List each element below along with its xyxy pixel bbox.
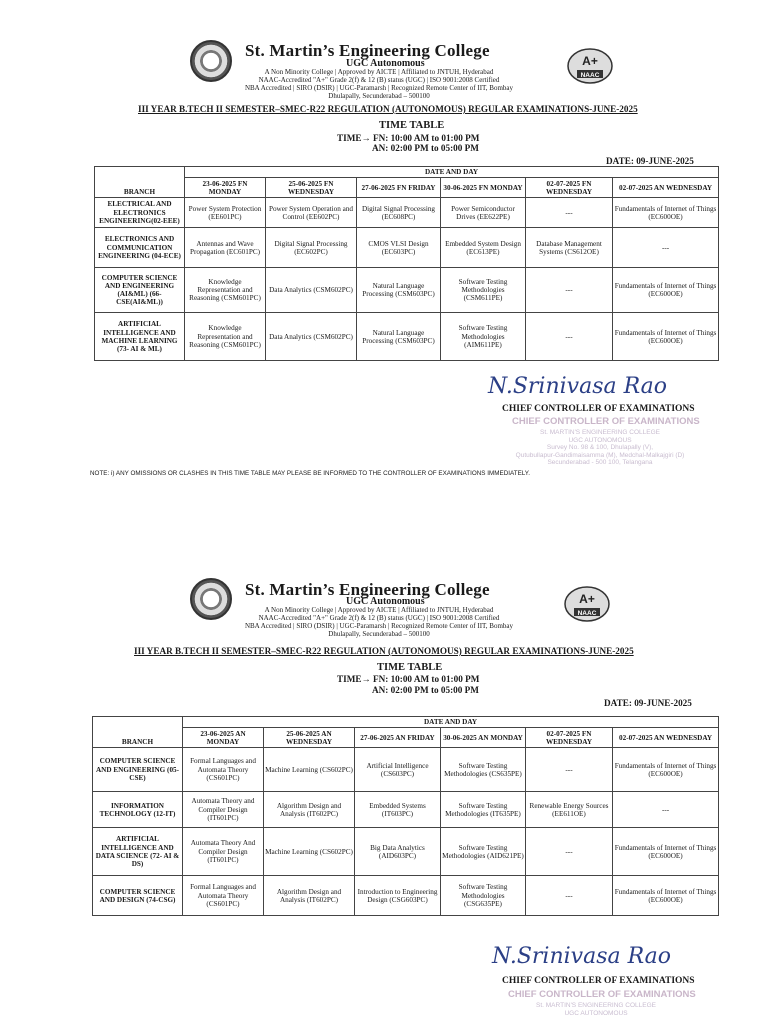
chief-controller-label: CHIEF CONTROLLER OF EXAMINATIONS <box>502 404 695 414</box>
subject-cell: --- <box>613 792 719 828</box>
svg-text:A+: A+ <box>582 54 598 68</box>
svg-text:A+: A+ <box>579 592 595 606</box>
col-header: 23-06-2025 FN MONDAY <box>185 178 266 198</box>
subject-cell: Knowledge Representation and Reasoning (CSM601PC) <box>185 268 266 313</box>
signature: N.Srinivasa Rao <box>492 944 672 969</box>
subject-cell: Introduction to Engineering Design (CSG603PC) <box>355 876 441 916</box>
col-header: 27-06-2025 AN FRIDAY <box>355 728 441 748</box>
subject-cell: Digital Signal Processing (EC602PC) <box>266 228 357 268</box>
time-table-heading: TIME TABLE <box>377 662 443 673</box>
time-an: AN: 02:00 PM to 05:00 PM <box>372 143 479 153</box>
subject-cell: Natural Language Processing (CSM603PC) <box>357 268 441 313</box>
subject-cell: Knowledge Representation and Reasoning (CSM601PC) <box>185 313 266 361</box>
subject-cell: Power System Operation and Control (EE602PC) <box>266 198 357 228</box>
col-header: 30-06-2025 AN MONDAY <box>441 728 526 748</box>
subject-cell: --- <box>526 828 613 876</box>
ugc-autonomous: UGC Autonomous <box>346 58 425 69</box>
subject-cell: Natural Language Processing (CSM603PC) <box>357 313 441 361</box>
branch-cell: COMPUTER SCIENCE AND ENGINEERING (05-CSE) <box>93 748 183 792</box>
time-an: AN: 02:00 PM to 05:00 PM <box>372 685 479 695</box>
subject-cell: Power System Protection (EE601PC) <box>185 198 266 228</box>
col-header: 30-06-2025 FN MONDAY <box>441 178 526 198</box>
date-and-day-header: DATE AND DAY <box>185 167 719 178</box>
subject-cell: Software Testing Methodologies (IT635PE) <box>441 792 526 828</box>
col-header: 25-06-2025 AN WEDNESDAY <box>264 728 355 748</box>
table-row <box>93 792 719 828</box>
subject-cell: Fundamentals of Internet of Things (EC600OE) <box>613 313 719 361</box>
stamp-title: CHIEF CONTROLLER OF EXAMINATIONS <box>512 416 700 427</box>
col-header: 27-06-2025 FN FRIDAY <box>357 178 441 198</box>
subject-cell: Software Testing Methodologies (CS635PE) <box>441 748 526 792</box>
college-name: St. Martin’s Engineering College <box>245 41 490 60</box>
subject-cell: Formal Languages and Automata Theory (CS601PC) <box>183 748 264 792</box>
subject-cell: Automata Theory and Compiler Design (IT601PC) <box>183 792 264 828</box>
sheet-date: DATE: 09-JUNE-2025 <box>604 698 692 708</box>
sheet-date: DATE: 09-JUNE-2025 <box>606 156 694 166</box>
time-fn: TIME→ FN: 10:00 AM to 01:00 PM <box>337 674 480 684</box>
subject-cell: Big Data Analytics (AID603PC) <box>355 828 441 876</box>
college-name: St. Martin’s Engineering College <box>245 580 490 599</box>
subject-cell: Formal Languages and Automata Theory (CS601PC) <box>183 876 264 916</box>
subject-cell: --- <box>613 228 719 268</box>
subject-cell: Fundamentals of Internet of Things (EC600OE) <box>613 198 719 228</box>
subject-cell: Fundamentals of Internet of Things (EC600OE) <box>613 268 719 313</box>
subject-cell: Embedded Systems (IT603PC) <box>355 792 441 828</box>
branch-cell: ARTIFICIAL INTELLIGENCE AND MACHINE LEARNING (73- AI & ML) <box>95 313 185 361</box>
subject-cell: Software Testing Methodologies (AIM611PE) <box>441 313 526 361</box>
subject-cell: Automata Theory And Compiler Design (IT601PC) <box>183 828 264 876</box>
subject-cell: Digital Signal Processing (EC608PC) <box>357 198 441 228</box>
branch-header: BRANCH <box>95 167 185 198</box>
note-text: NOTE: i) ANY OMISSIONS OR CLASHES IN THIS TIME TABLE MAY PLEASE BE INFORMED TO THE CONTROLLER OF EXAMINATIONS IMMEDIATELY. <box>90 470 530 477</box>
col-header: 02-07-2025 AN WEDNESDAY <box>613 178 719 198</box>
subject-cell: --- <box>526 876 613 916</box>
stamp-title: CHIEF CONTROLLER OF EXAMINATIONS <box>508 989 696 1000</box>
branch-header: BRANCH <box>93 717 183 748</box>
svg-text:NAAC: NAAC <box>580 72 600 79</box>
exam-title: III YEAR B.TECH II SEMESTER–SMEC-R22 REGULATION (AUTONOMOUS) REGULAR EXAMINATIONS-JUNE-2025 <box>138 104 638 114</box>
col-header: 02-07-2025 FN WEDNESDAY <box>526 178 613 198</box>
date-and-day-header: DATE AND DAY <box>183 717 719 728</box>
subject-cell: Machine Learning (CS602PC) <box>264 828 355 876</box>
timetable-1 <box>94 166 719 361</box>
subject-cell: Software Testing Methodologies (CSM611PE) <box>441 268 526 313</box>
subject-cell: Power Semiconductor Drives (EE622PE) <box>441 198 526 228</box>
subject-cell: Database Management Systems (CS612OE) <box>526 228 613 268</box>
stamp-text: St. MARTIN'S ENGINEERING COLLEGE UGC AUTONOMOUS Survey No. 98 & 100, Dhulapally (V), Qutubullapur-Gandimaisamma (M), Medchal-Malkajgiri (D) Secunderabad - 500 100, Telangana <box>515 429 685 466</box>
college-info: A Non Minority College | Approved by AICTE | Affiliated to JNTUH, Hyderabad NAAC-Accredited "A+" Grade 2(f) & 12 (B) status (UGC) | ISO 9001:2008 Certified NBA Accredited | SIRO (DSIR) | UGC-Paramarsh | Recognized Remote Center of IIT, Bombay Dhulapally, Secunderabad – 500100 <box>244 68 514 100</box>
signature: N.Srinivasa Rao <box>488 374 668 399</box>
subject-cell: Data Analytics (CSM602PC) <box>266 268 357 313</box>
svg-text:NAAC: NAAC <box>577 610 597 617</box>
col-header: 25-06-2025 FN WEDNESDAY <box>266 178 357 198</box>
subject-cell: Antennas and Wave Propagation (EC601PC) <box>185 228 266 268</box>
ugc-autonomous: UGC Autonomous <box>346 596 425 607</box>
subject-cell: Fundamentals of Internet of Things (EC600OE) <box>613 828 719 876</box>
subject-cell: --- <box>526 268 613 313</box>
subject-cell: Machine Learning (CS602PC) <box>264 748 355 792</box>
subject-cell: Fundamentals of Internet of Things (EC600OE) <box>613 876 719 916</box>
subject-cell: Fundamentals of Internet of Things (EC600OE) <box>613 748 719 792</box>
branch-cell: COMPUTER SCIENCE AND DESIGN (74-CSG) <box>93 876 183 916</box>
subject-cell: Software Testing Methodologies (CSG635PE) <box>441 876 526 916</box>
exam-title: III YEAR B.TECH II SEMESTER–SMEC-R22 REGULATION (AUTONOMOUS) REGULAR EXAMINATIONS-JUNE-2025 <box>134 646 634 656</box>
branch-cell: COMPUTER SCIENCE AND ENGINEERING (AI&ML) (66-CSE(AI&ML)) <box>95 268 185 313</box>
subject-cell: Software Testing Methodologies (AID621PE) <box>441 828 526 876</box>
naac-grade-icon <box>566 46 614 86</box>
subject-cell: Algorithm Design and Analysis (IT602PC) <box>264 876 355 916</box>
stamp-text: St. MARTIN'S ENGINEERING COLLEGE UGC AUTONOMOUS <box>536 1002 656 1017</box>
subject-cell: Renewable Energy Sources (EE611OE) <box>526 792 613 828</box>
branch-cell: ARTIFICIAL INTELLIGENCE AND DATA SCIENCE (72- AI & DS) <box>93 828 183 876</box>
table-row <box>95 198 719 228</box>
subject-cell: Algorithm Design and Analysis (IT602PC) <box>264 792 355 828</box>
branch-cell: INFORMATION TECHNOLOGY (12-IT) <box>93 792 183 828</box>
branch-cell: ELECTRICAL AND ELECTRONICS ENGINEERING(02-EEE) <box>95 198 185 228</box>
table-row <box>93 748 719 792</box>
table-row <box>93 876 719 916</box>
table-row <box>95 313 719 361</box>
chief-controller-label: CHIEF CONTROLLER OF EXAMINATIONS <box>502 976 695 986</box>
col-header: 02-07-2025 FN WEDNESDAY <box>526 728 613 748</box>
time-fn: TIME→ FN: 10:00 AM to 01:00 PM <box>337 133 480 143</box>
timetable-2 <box>92 716 719 916</box>
college-info: A Non Minority College | Approved by AICTE | Affiliated to JNTUH, Hyderabad NAAC-Accredited "A+" Grade 2(f) & 12 (B) status (UGC) | ISO 9001:2008 Certified NBA Accredited | SIRO (DSIR) | UGC-Paramarsh | Recognized Remote Center of IIT, Bombay Dhulapally, Secunderabad – 500100 <box>244 606 514 638</box>
naac-grade-icon <box>563 584 611 624</box>
subject-cell: --- <box>526 198 613 228</box>
subject-cell: CMOS VLSI Design (EC603PC) <box>357 228 441 268</box>
subject-cell: Embedded System Design (EC613PE) <box>441 228 526 268</box>
time-table-heading: TIME TABLE <box>379 120 445 131</box>
branch-cell: ELECTRONICS AND COMMUNICATION ENGINEERING (04-ECE) <box>95 228 185 268</box>
col-header: 23-06-2025 AN MONDAY <box>183 728 264 748</box>
col-header: 02-07-2025 AN WEDNESDAY <box>613 728 719 748</box>
subject-cell: Data Analytics (CSM602PC) <box>266 313 357 361</box>
table-row <box>95 268 719 313</box>
table-row <box>93 828 719 876</box>
subject-cell: --- <box>526 748 613 792</box>
subject-cell: Artificial Intelligence (CS603PC) <box>355 748 441 792</box>
table-row <box>95 228 719 268</box>
subject-cell: --- <box>526 313 613 361</box>
